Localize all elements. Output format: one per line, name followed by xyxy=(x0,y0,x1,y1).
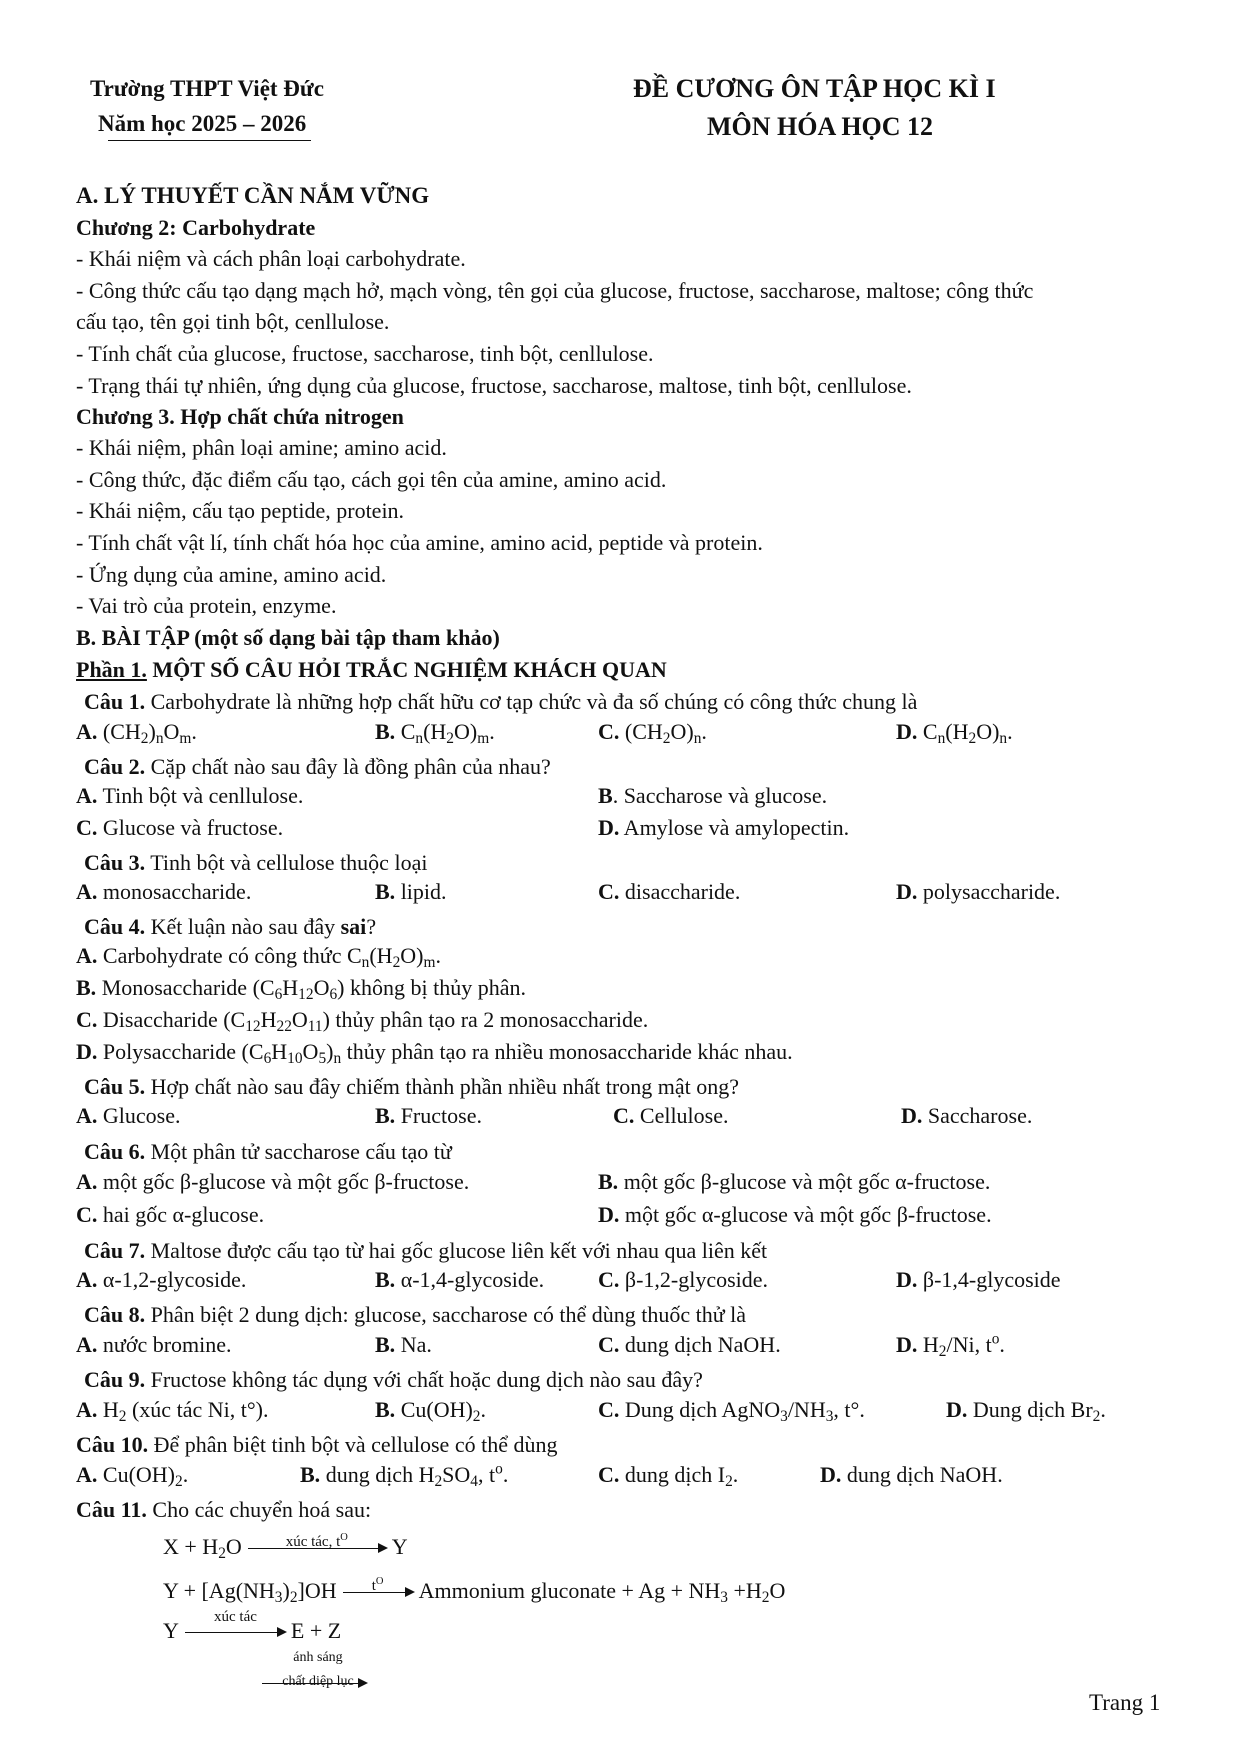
question-1: Câu 1. Carbohydrate là những hợp chất hữu cơ tạp chức và đa số chúng có công thức chung là xyxy=(84,689,918,714)
arrow-condition: xúc tác, $t^O$ xyxy=(285,1532,348,1551)
school-name: Trường THPT Việt Đức xyxy=(90,76,324,101)
question-9: Câu 9. Fructose không tác dụng với chất hoặc dung dịch nào sau đây? xyxy=(84,1367,703,1392)
q10-option-d: D. dung dịch NaOH. xyxy=(820,1462,1003,1487)
school-year: Năm học 2025 – 2026 xyxy=(98,111,307,136)
q3-option-d: D. polysaccharide. xyxy=(896,879,1061,904)
reaction-3: Y E + Z xyxy=(163,1618,342,1641)
reaction-1: $X + H_2O$ xúc tác, $t^O$ Y xyxy=(163,1531,408,1563)
q2-option-d: D. Amylose và amylopectin. xyxy=(598,815,850,840)
q8-option-a: A. nước bromine. xyxy=(76,1332,232,1357)
chapter-3-heading: Chương 3. Hợp chất chứa nitrogen xyxy=(76,404,404,429)
q4-option-c: C. Disaccharide $(C_{12}H_{22}O_{11})$ thủy phân tạo ra 2 monosaccharide. xyxy=(76,1007,649,1035)
ch3-item: - Tính chất vật lí, tính chất hóa học của amine, amino acid, peptide và protein. xyxy=(76,530,763,555)
q8-option-c: C. dung dịch NaOH. xyxy=(598,1332,781,1357)
question-5: Câu 5. Hợp chất nào sau đây chiếm thành phần nhiều nhất trong mật ong? xyxy=(84,1074,739,1099)
q6-option-c: C. hai gốc α-glucose. xyxy=(76,1202,265,1227)
q4-option-a: A. Carbohydrate có công thức $C_n(H_2O)_m$. xyxy=(76,943,441,971)
q6-option-d: D. một gốc α-glucose và một gốc β-fructose. xyxy=(598,1202,992,1227)
q10-option-c: C. dung dịch $I_2$. xyxy=(598,1462,739,1490)
arrow-condition-bottom: chất diệp lục xyxy=(282,1674,354,1689)
q3-option-b: B. lipid. xyxy=(375,879,447,904)
ch2-item: - Tính chất của glucose, fructose, saccharose, tinh bột, cenllulose. xyxy=(76,341,654,366)
question-2: Câu 2. Cặp chất nào sau đây là đồng phân của nhau? xyxy=(84,754,551,779)
part-1-heading xyxy=(76,654,667,686)
section-a-heading: A. LÝ THUYẾT CẦN NẮM VỮNG xyxy=(76,183,430,208)
arrow-condition-label: xúc tác xyxy=(214,1609,257,1625)
q6-option-a: A. một gốc β-glucose và một gốc β-fructose. xyxy=(76,1169,470,1194)
q10-option-a: A. $Cu(OH)_2$. xyxy=(76,1462,189,1490)
question-6: Câu 6. Một phân tử saccharose cấu tạo từ xyxy=(84,1139,452,1164)
subject-title: MÔN HÓA HỌC 12 xyxy=(707,112,934,141)
question-11: Câu 11. Cho các chuyển hoá sau: xyxy=(76,1497,372,1522)
document-title: ĐỀ CƯƠNG ÔN TẬP HỌC KÌ I xyxy=(633,74,996,103)
q2-option-c: C. Glucose và fructose. xyxy=(76,815,284,840)
q7-option-d: D. β-1,4-glycoside xyxy=(896,1267,1061,1292)
q3-option-c: C. disaccharide. xyxy=(598,879,741,904)
q8-option-b: B. Na. xyxy=(375,1332,432,1357)
reaction-arrow xyxy=(343,1576,413,1595)
q9-option-d: D. Dung dịch $Br_2$. xyxy=(946,1397,1106,1425)
question-10: Câu 10. Để phân biệt tinh bột và cellulose có thể dùng xyxy=(76,1432,558,1457)
ch2-item: - Công thức cấu tạo dạng mạch hở, mạch vòng, tên gọi của glucose, fructose, saccharose, maltose; công thức xyxy=(76,278,1034,303)
question-8: Câu 8. Phân biệt 2 dung dịch: glucose, saccharose có thể dùng thuốc thử là xyxy=(84,1302,747,1327)
ch2-item: - Trạng thái tự nhiên, ứng dụng của glucose, fructose, saccharose, maltose, tinh bột, cenllulose. xyxy=(76,373,912,398)
reaction-2: $Y + [Ag(NH_3)_2]OH$ $t^O$ Ammonium gluconate + $Ag + NH_3 +H_2O$ xyxy=(163,1575,785,1607)
q1-option-a: A. $(CH_2)_nO_m$. xyxy=(76,719,197,747)
q8-option-d: D. $H_2/Ni$, $t^o$. xyxy=(896,1330,1005,1360)
q2-option-b: B. Saccharose và glucose. xyxy=(598,783,828,808)
q7-option-c: C. β-1,2-glycoside. xyxy=(598,1267,769,1292)
q7-option-b: B. α-1,4-glycoside. xyxy=(375,1267,545,1292)
q4-option-d: D. Polysaccharide $(C_6H_{10}O_5)_n$ thủy phân tạo ra nhiều monosaccharide khác nhau. xyxy=(76,1039,793,1067)
arrow-condition: $t^O$ xyxy=(371,1576,384,1595)
reaction-arrow xyxy=(185,1632,285,1633)
q4-option-b: B. Monosaccharide $(C_6H_{12}O_6)$ không bị thủy phân. xyxy=(76,975,526,1003)
q3-option-a: A. monosaccharide. xyxy=(76,879,252,904)
arrow-condition-top: ánh sáng xyxy=(293,1650,343,1665)
header-underline xyxy=(108,140,311,141)
reaction-arrow xyxy=(248,1532,386,1551)
q10-option-b: B. dung dịch $H_2SO_4$, $t^o$. xyxy=(300,1460,509,1490)
q5-option-b: B. Fructose. xyxy=(375,1103,482,1128)
q9-option-a: A. $H_2$ (xúc tác Ni, t°). xyxy=(76,1397,269,1425)
question-7: Câu 7. Maltose được cấu tạo từ hai gốc glucose liên kết với nhau qua liên kết xyxy=(84,1238,768,1263)
q9-option-b: B. $Cu(OH)_2$. xyxy=(375,1397,486,1425)
q9-option-c: C. Dung dịch $AgNO_3/NH_3$, t°. xyxy=(598,1397,865,1425)
ch2-item: cấu tạo, tên gọi tinh bột, cenllulose. xyxy=(76,309,390,334)
section-b-heading: B. BÀI TẬP (một số dạng bài tập tham khảo) xyxy=(76,625,500,650)
q5-option-a: A. Glucose. xyxy=(76,1103,181,1128)
q5-option-c: C. Cellulose. xyxy=(613,1103,729,1128)
q1-option-c: C. $(CH_2O)_n$. xyxy=(598,719,707,747)
q1-option-d: D. $C_n(H_2O)_n$. xyxy=(896,719,1013,747)
q5-option-d: D. Saccharose. xyxy=(901,1103,1033,1128)
question-3: Câu 3. Tinh bột và cellulose thuộc loại xyxy=(84,850,428,875)
ch3-item: - Công thức, đặc điểm cấu tạo, cách gọi tên của amine, amino acid. xyxy=(76,467,667,492)
part-label: Phần 1. xyxy=(76,657,147,682)
q1-option-b: B. $C_n(H_2O)_m$. xyxy=(375,719,495,747)
ch2-item: - Khái niệm và cách phân loại carbohydrate. xyxy=(76,246,466,271)
ch3-item: - Vai trò của protein, enzyme. xyxy=(76,593,337,618)
q7-option-a: A. α-1,2-glycoside. xyxy=(76,1267,247,1292)
ch3-item: - Khái niệm, phân loại amine; amino acid. xyxy=(76,435,447,460)
part-title: MỘT SỐ CÂU HỎI TRẮC NGHIỆM KHÁCH QUAN xyxy=(146,657,667,682)
chapter-2-heading: Chương 2: Carbohydrate xyxy=(76,215,316,240)
ch3-item: - Khái niệm, cấu tạo peptide, protein. xyxy=(76,498,405,523)
q2-option-a: A. Tinh bột và cenllulose. xyxy=(76,783,304,808)
page-number: Trang 1 xyxy=(1089,1690,1161,1715)
question-4: Câu 4. Kết luận nào sau đây sai? xyxy=(84,914,377,939)
ch3-item: - Ứng dụng của amine, amino acid. xyxy=(76,562,387,587)
q6-option-b: B. một gốc β-glucose và một gốc α-fructose. xyxy=(598,1169,991,1194)
